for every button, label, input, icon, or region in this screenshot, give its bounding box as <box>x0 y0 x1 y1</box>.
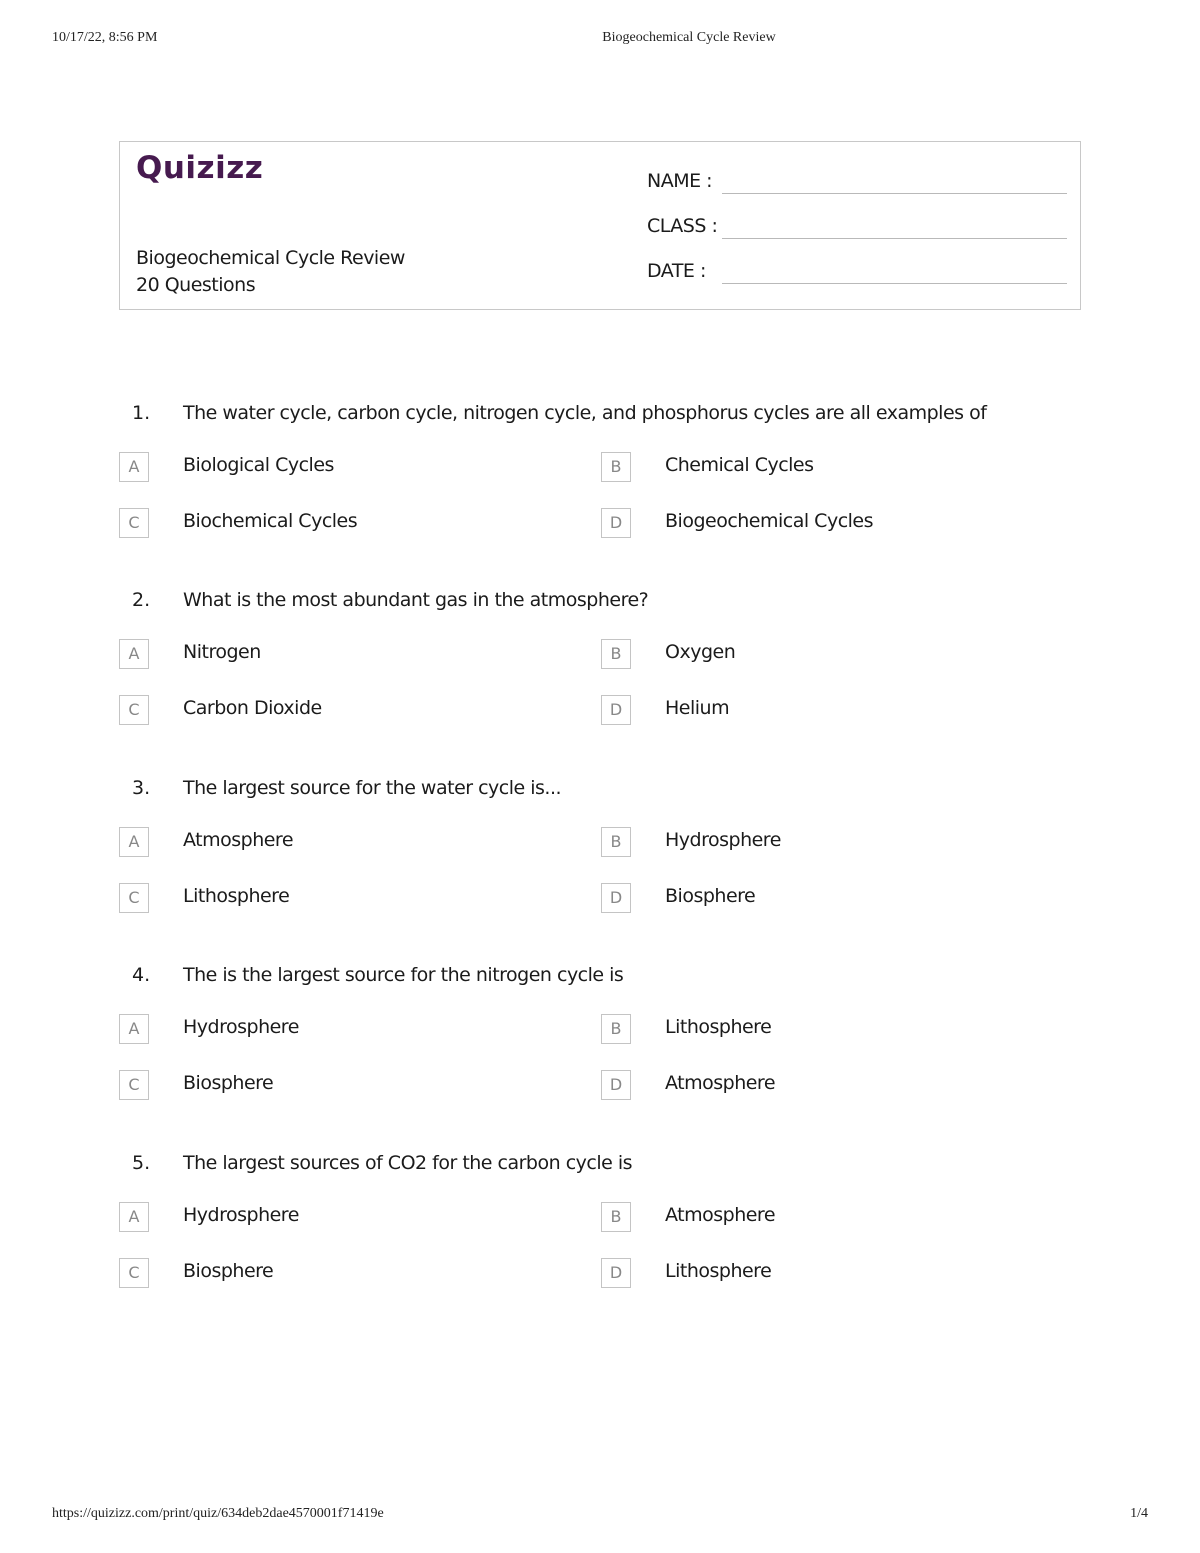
option-text: Biochemical Cycles <box>183 510 358 532</box>
question-text: The water cycle, carbon cycle, nitrogen cycle, and phosphorus cycles are all examples of <box>183 402 987 424</box>
option-text: Hydrosphere <box>183 1016 299 1038</box>
name-label: NAME : <box>647 170 713 192</box>
option-text: Lithosphere <box>665 1016 772 1038</box>
option-text: Biosphere <box>183 1260 274 1282</box>
quizizz-logo: Quizizz <box>136 150 264 186</box>
option-text: Biological Cycles <box>183 454 334 476</box>
option-letter-box[interactable]: B <box>601 452 631 482</box>
option-text: Nitrogen <box>183 641 261 663</box>
option-letter-box[interactable]: C <box>119 508 149 538</box>
option-letter-box[interactable]: D <box>601 1258 631 1288</box>
name-line[interactable] <box>722 193 1067 194</box>
question-number: 3. <box>132 777 151 799</box>
option-text: Hydrosphere <box>183 1204 299 1226</box>
print-datetime: 10/17/22, 8:56 PM <box>52 30 158 45</box>
option-letter-box[interactable]: D <box>601 508 631 538</box>
option-letter-box[interactable]: D <box>601 695 631 725</box>
option-letter-box[interactable]: A <box>119 1202 149 1232</box>
question-text: What is the most abundant gas in the atmosphere? <box>183 589 649 611</box>
option-text: Atmosphere <box>665 1072 776 1094</box>
question-text: The is the largest source for the nitrogen cycle is <box>183 964 624 986</box>
option-text: Chemical Cycles <box>665 454 814 476</box>
print-title: Biogeochemical Cycle Review <box>602 30 776 45</box>
option-text: Lithosphere <box>183 885 290 907</box>
option-text: Biosphere <box>665 885 756 907</box>
option-text: Carbon Dioxide <box>183 697 322 719</box>
option-letter-box[interactable]: C <box>119 1070 149 1100</box>
option-text: Biosphere <box>183 1072 274 1094</box>
option-letter-box[interactable]: C <box>119 695 149 725</box>
class-field[interactable] <box>647 215 722 237</box>
page-number: 1/4 <box>1130 1506 1148 1521</box>
quiz-header <box>119 141 1081 310</box>
class-label: CLASS : <box>647 215 718 237</box>
option-letter-box[interactable]: D <box>601 883 631 913</box>
option-letter-box[interactable]: A <box>119 827 149 857</box>
print-url: https://quizizz.com/print/quiz/634deb2dae4570001f71419e <box>52 1506 384 1521</box>
option-letter-box[interactable]: B <box>601 1202 631 1232</box>
option-letter-box[interactable]: C <box>119 883 149 913</box>
option-text: Helium <box>665 697 730 719</box>
option-letter-box[interactable]: D <box>601 1070 631 1100</box>
option-text: Atmosphere <box>183 829 294 851</box>
quiz-title: Biogeochemical Cycle Review <box>136 247 405 269</box>
option-letter-box[interactable]: A <box>119 452 149 482</box>
option-text: Lithosphere <box>665 1260 772 1282</box>
date-field[interactable] <box>647 260 722 282</box>
question-number: 5. <box>132 1152 151 1174</box>
date-label: DATE : <box>647 260 706 282</box>
class-line[interactable] <box>722 238 1067 239</box>
question-number: 4. <box>132 964 151 986</box>
name-field[interactable] <box>647 170 722 192</box>
quiz-title-block <box>136 245 405 299</box>
option-letter-box[interactable]: B <box>601 827 631 857</box>
question-text: The largest sources of CO2 for the carbon cycle is <box>183 1152 633 1174</box>
question-text: The largest source for the water cycle is... <box>183 777 562 799</box>
option-letter-box[interactable]: A <box>119 639 149 669</box>
option-text: Atmosphere <box>665 1204 776 1226</box>
option-text: Oxygen <box>665 641 736 663</box>
option-letter-box[interactable]: B <box>601 1014 631 1044</box>
option-letter-box[interactable]: A <box>119 1014 149 1044</box>
option-letter-box[interactable]: B <box>601 639 631 669</box>
question-number: 1. <box>132 402 151 424</box>
option-text: Biogeochemical Cycles <box>665 510 874 532</box>
option-text: Hydrosphere <box>665 829 781 851</box>
date-line[interactable] <box>722 283 1067 284</box>
question-count: 20 Questions <box>136 274 256 296</box>
option-letter-box[interactable]: C <box>119 1258 149 1288</box>
question-number: 2. <box>132 589 151 611</box>
